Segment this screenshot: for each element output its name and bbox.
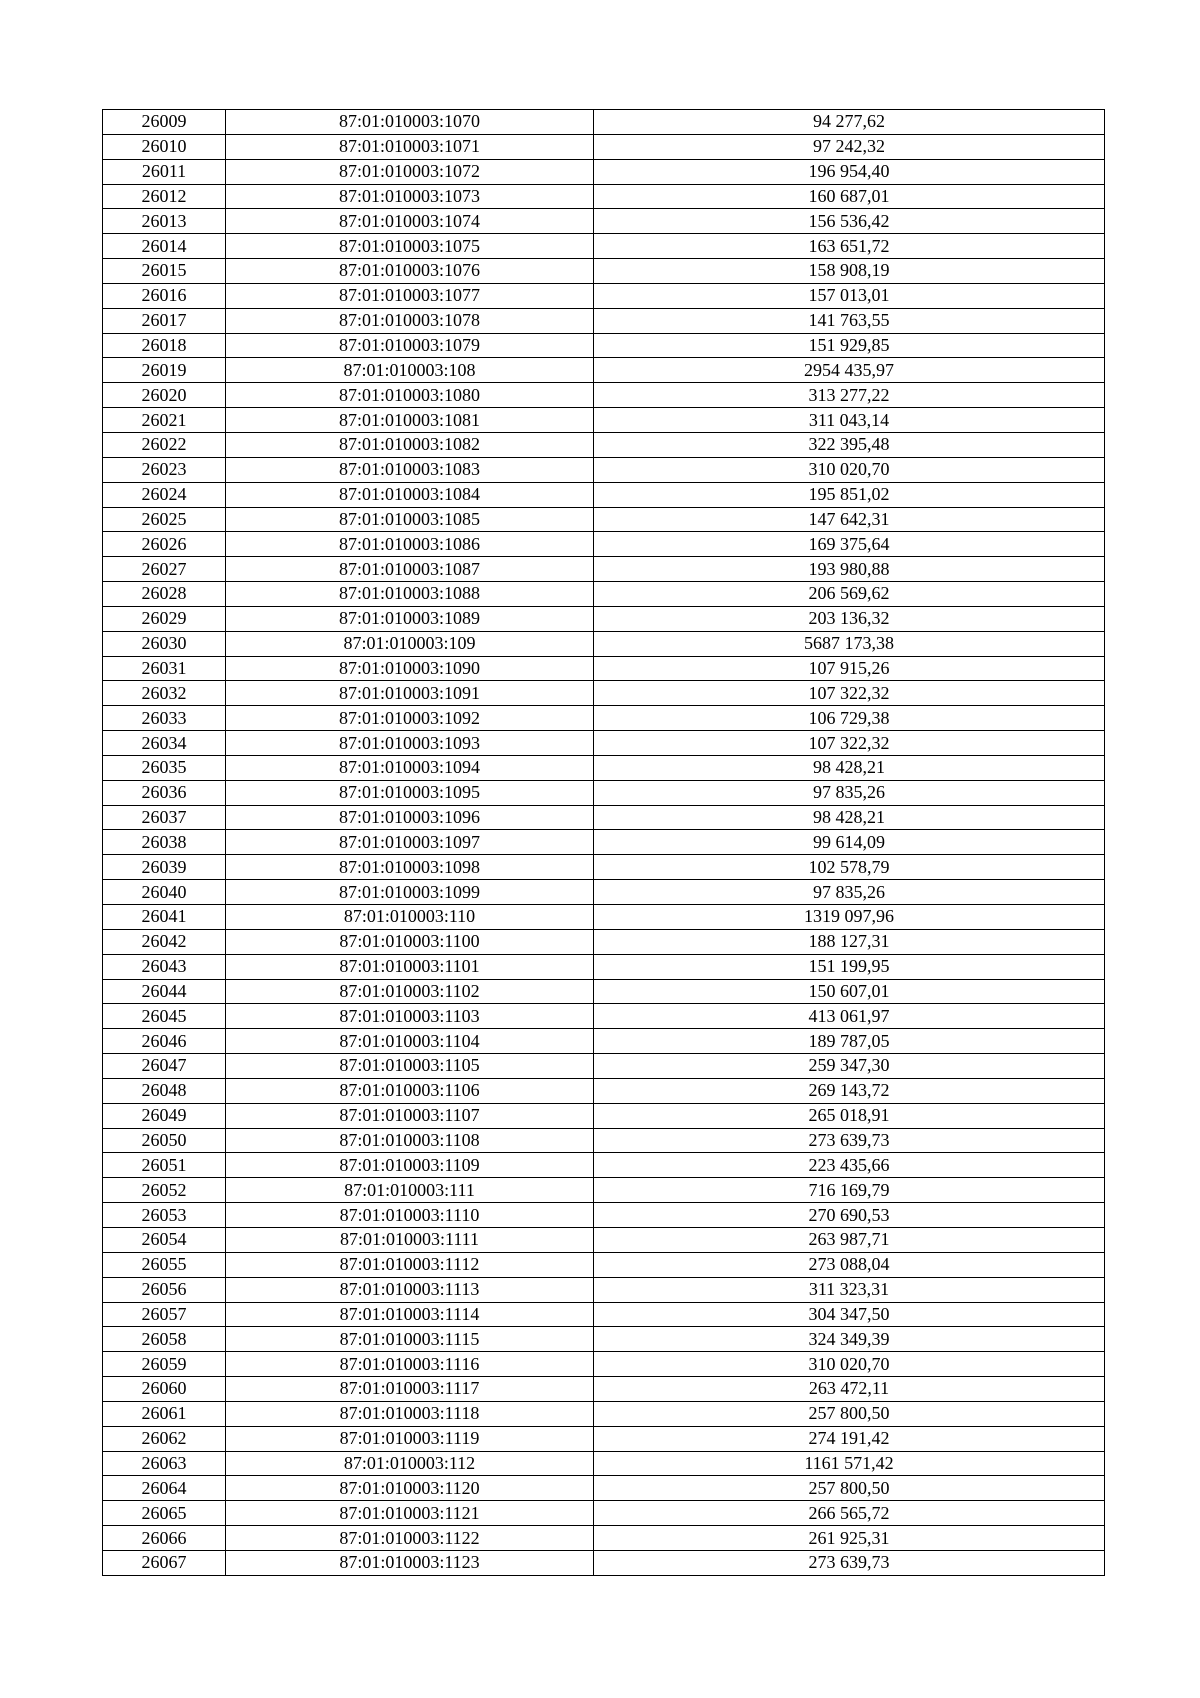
table-row <box>103 482 1105 507</box>
cadastral-number-cell: 87:01:010003:111 <box>226 1178 594 1203</box>
row-number-cell: 26025 <box>103 507 226 532</box>
row-number-cell: 26064 <box>103 1476 226 1501</box>
cadastral-number-cell: 87:01:010003:1117 <box>226 1377 594 1402</box>
row-number-cell: 26048 <box>103 1078 226 1103</box>
cadastral-number-cell: 87:01:010003:1093 <box>226 731 594 756</box>
cadastral-number-cell: 87:01:010003:1103 <box>226 1004 594 1029</box>
row-number-cell: 26062 <box>103 1426 226 1451</box>
cadastral-number-cell: 87:01:010003:109 <box>226 631 594 656</box>
value-cell: 97 835,26 <box>594 880 1105 905</box>
value-cell: 5687 173,38 <box>594 631 1105 656</box>
value-cell: 203 136,32 <box>594 606 1105 631</box>
row-number-cell: 26057 <box>103 1302 226 1327</box>
table-row <box>103 1004 1105 1029</box>
value-cell: 263 472,11 <box>594 1377 1105 1402</box>
row-number-cell: 26043 <box>103 954 226 979</box>
value-cell: 2954 435,97 <box>594 358 1105 383</box>
cadastral-number-cell: 87:01:010003:1086 <box>226 532 594 557</box>
cadastral-number-cell: 87:01:010003:1114 <box>226 1302 594 1327</box>
table-row <box>103 432 1105 457</box>
cadastral-number-cell: 87:01:010003:1073 <box>226 184 594 209</box>
row-number-cell: 26063 <box>103 1451 226 1476</box>
cadastral-number-cell: 87:01:010003:1104 <box>226 1029 594 1054</box>
row-number-cell: 26065 <box>103 1501 226 1526</box>
value-cell: 98 428,21 <box>594 755 1105 780</box>
value-cell: 169 375,64 <box>594 532 1105 557</box>
table-row <box>103 1526 1105 1551</box>
cadastral-number-cell: 87:01:010003:1077 <box>226 283 594 308</box>
row-number-cell: 26060 <box>103 1377 226 1402</box>
row-number-cell: 26031 <box>103 656 226 681</box>
row-number-cell: 26027 <box>103 557 226 582</box>
row-number-cell: 26050 <box>103 1128 226 1153</box>
row-number-cell: 26022 <box>103 432 226 457</box>
table-row <box>103 557 1105 582</box>
table-row <box>103 1377 1105 1402</box>
value-cell: 311 043,14 <box>594 408 1105 433</box>
cadastral-number-cell: 87:01:010003:1109 <box>226 1153 594 1178</box>
table-row <box>103 1426 1105 1451</box>
value-cell: 273 639,73 <box>594 1550 1105 1575</box>
cadastral-number-cell: 87:01:010003:1095 <box>226 780 594 805</box>
cadastral-number-cell: 87:01:010003:1118 <box>226 1401 594 1426</box>
value-cell: 189 787,05 <box>594 1029 1105 1054</box>
cadastral-number-cell: 87:01:010003:1100 <box>226 929 594 954</box>
value-cell: 310 020,70 <box>594 1352 1105 1377</box>
table-row <box>103 358 1105 383</box>
value-cell: 259 347,30 <box>594 1054 1105 1079</box>
value-cell: 322 395,48 <box>594 432 1105 457</box>
row-number-cell: 26061 <box>103 1401 226 1426</box>
row-number-cell: 26028 <box>103 582 226 607</box>
cadastral-number-cell: 87:01:010003:108 <box>226 358 594 383</box>
row-number-cell: 26013 <box>103 209 226 234</box>
row-number-cell: 26055 <box>103 1252 226 1277</box>
cadastral-number-cell: 87:01:010003:1106 <box>226 1078 594 1103</box>
value-cell: 158 908,19 <box>594 259 1105 284</box>
value-cell: 257 800,50 <box>594 1476 1105 1501</box>
table-row <box>103 681 1105 706</box>
table-row <box>103 507 1105 532</box>
row-number-cell: 26024 <box>103 482 226 507</box>
value-cell: 274 191,42 <box>594 1426 1105 1451</box>
row-number-cell: 26033 <box>103 706 226 731</box>
row-number-cell: 26023 <box>103 457 226 482</box>
cadastral-number-cell: 87:01:010003:1091 <box>226 681 594 706</box>
cadastral-number-cell: 87:01:010003:1070 <box>226 110 594 135</box>
table-row <box>103 1227 1105 1252</box>
row-number-cell: 26018 <box>103 333 226 358</box>
cadastral-number-cell: 87:01:010003:1113 <box>226 1277 594 1302</box>
row-number-cell: 26044 <box>103 979 226 1004</box>
table-row <box>103 731 1105 756</box>
value-cell: 157 013,01 <box>594 283 1105 308</box>
row-number-cell: 26045 <box>103 1004 226 1029</box>
value-cell: 273 639,73 <box>594 1128 1105 1153</box>
value-cell: 413 061,97 <box>594 1004 1105 1029</box>
value-cell: 265 018,91 <box>594 1103 1105 1128</box>
table-row <box>103 1327 1105 1352</box>
cadastral-number-cell: 87:01:010003:1111 <box>226 1227 594 1252</box>
table-row <box>103 780 1105 805</box>
value-cell: 150 607,01 <box>594 979 1105 1004</box>
cadastral-number-cell: 87:01:010003:1088 <box>226 582 594 607</box>
value-cell: 98 428,21 <box>594 805 1105 830</box>
table-row <box>103 209 1105 234</box>
row-number-cell: 26014 <box>103 234 226 259</box>
value-cell: 102 578,79 <box>594 855 1105 880</box>
row-number-cell: 26042 <box>103 929 226 954</box>
value-cell: 160 687,01 <box>594 184 1105 209</box>
table-row <box>103 234 1105 259</box>
cadastral-number-cell: 87:01:010003:1074 <box>226 209 594 234</box>
row-number-cell: 26034 <box>103 731 226 756</box>
row-number-cell: 26054 <box>103 1227 226 1252</box>
row-number-cell: 26035 <box>103 755 226 780</box>
table-row <box>103 880 1105 905</box>
cadastral-number-cell: 87:01:010003:1099 <box>226 880 594 905</box>
table-row <box>103 805 1105 830</box>
value-cell: 94 277,62 <box>594 110 1105 135</box>
cadastral-number-cell: 87:01:010003:1072 <box>226 159 594 184</box>
row-number-cell: 26047 <box>103 1054 226 1079</box>
value-cell: 107 915,26 <box>594 656 1105 681</box>
row-number-cell: 26041 <box>103 905 226 930</box>
table-row <box>103 656 1105 681</box>
table-row <box>103 1252 1105 1277</box>
row-number-cell: 26059 <box>103 1352 226 1377</box>
table-row <box>103 1178 1105 1203</box>
row-number-cell: 26021 <box>103 408 226 433</box>
row-number-cell: 26015 <box>103 259 226 284</box>
cadastral-number-cell: 87:01:010003:1121 <box>226 1501 594 1526</box>
row-number-cell: 26066 <box>103 1526 226 1551</box>
value-cell: 269 143,72 <box>594 1078 1105 1103</box>
row-number-cell: 26032 <box>103 681 226 706</box>
cadastral-number-cell: 87:01:010003:1115 <box>226 1327 594 1352</box>
table-row <box>103 1078 1105 1103</box>
row-number-cell: 26053 <box>103 1203 226 1228</box>
value-cell: 147 642,31 <box>594 507 1105 532</box>
cadastral-number-cell: 87:01:010003:1102 <box>226 979 594 1004</box>
cadastral-number-cell: 87:01:010003:1098 <box>226 855 594 880</box>
value-cell: 313 277,22 <box>594 383 1105 408</box>
cadastral-number-cell: 87:01:010003:110 <box>226 905 594 930</box>
value-cell: 151 199,95 <box>594 954 1105 979</box>
value-cell: 107 322,32 <box>594 731 1105 756</box>
cadastral-number-cell: 87:01:010003:1082 <box>226 432 594 457</box>
cadastral-number-cell: 87:01:010003:1110 <box>226 1203 594 1228</box>
row-number-cell: 26056 <box>103 1277 226 1302</box>
table-row <box>103 1302 1105 1327</box>
value-cell: 304 347,50 <box>594 1302 1105 1327</box>
row-number-cell: 26010 <box>103 134 226 159</box>
table-row <box>103 333 1105 358</box>
table-row <box>103 134 1105 159</box>
table-row <box>103 706 1105 731</box>
value-cell: 716 169,79 <box>594 1178 1105 1203</box>
cadastral-number-cell: 87:01:010003:112 <box>226 1451 594 1476</box>
value-cell: 107 322,32 <box>594 681 1105 706</box>
table-row <box>103 929 1105 954</box>
row-number-cell: 26016 <box>103 283 226 308</box>
table-row <box>103 1054 1105 1079</box>
table-row <box>103 408 1105 433</box>
cadastral-number-cell: 87:01:010003:1116 <box>226 1352 594 1377</box>
cadastral-number-cell: 87:01:010003:1089 <box>226 606 594 631</box>
table-row <box>103 1153 1105 1178</box>
value-cell: 141 763,55 <box>594 308 1105 333</box>
table-row <box>103 755 1105 780</box>
cadastral-number-cell: 87:01:010003:1084 <box>226 482 594 507</box>
value-cell: 263 987,71 <box>594 1227 1105 1252</box>
row-number-cell: 26012 <box>103 184 226 209</box>
table-row <box>103 830 1105 855</box>
table-row <box>103 1550 1105 1575</box>
cadastral-number-cell: 87:01:010003:1108 <box>226 1128 594 1153</box>
table-row <box>103 905 1105 930</box>
row-number-cell: 26046 <box>103 1029 226 1054</box>
table-body <box>103 110 1105 1576</box>
cadastral-number-cell: 87:01:010003:1123 <box>226 1550 594 1575</box>
row-number-cell: 26049 <box>103 1103 226 1128</box>
cadastral-number-cell: 87:01:010003:1071 <box>226 134 594 159</box>
value-cell: 1319 097,96 <box>594 905 1105 930</box>
cadastral-number-cell: 87:01:010003:1078 <box>226 308 594 333</box>
cadastral-number-cell: 87:01:010003:1097 <box>226 830 594 855</box>
value-cell: 310 020,70 <box>594 457 1105 482</box>
table-row <box>103 1103 1105 1128</box>
row-number-cell: 26030 <box>103 631 226 656</box>
value-cell: 195 851,02 <box>594 482 1105 507</box>
table-row <box>103 582 1105 607</box>
cadastral-number-cell: 87:01:010003:1122 <box>226 1526 594 1551</box>
row-number-cell: 26040 <box>103 880 226 905</box>
table-row <box>103 606 1105 631</box>
table-row <box>103 954 1105 979</box>
row-number-cell: 26039 <box>103 855 226 880</box>
table-row <box>103 159 1105 184</box>
value-cell: 193 980,88 <box>594 557 1105 582</box>
row-number-cell: 26067 <box>103 1550 226 1575</box>
cadastral-number-cell: 87:01:010003:1112 <box>226 1252 594 1277</box>
table-row <box>103 1401 1105 1426</box>
value-cell: 257 800,50 <box>594 1401 1105 1426</box>
table-row <box>103 283 1105 308</box>
value-cell: 223 435,66 <box>594 1153 1105 1178</box>
value-cell: 261 925,31 <box>594 1526 1105 1551</box>
cadastral-number-cell: 87:01:010003:1092 <box>226 706 594 731</box>
value-cell: 151 929,85 <box>594 333 1105 358</box>
row-number-cell: 26019 <box>103 358 226 383</box>
table-row <box>103 1203 1105 1228</box>
cadastral-number-cell: 87:01:010003:1076 <box>226 259 594 284</box>
value-cell: 106 729,38 <box>594 706 1105 731</box>
cadastral-value-table <box>102 109 1105 1576</box>
table-row <box>103 457 1105 482</box>
value-cell: 273 088,04 <box>594 1252 1105 1277</box>
value-cell: 163 651,72 <box>594 234 1105 259</box>
table-row <box>103 979 1105 1004</box>
row-number-cell: 26036 <box>103 780 226 805</box>
row-number-cell: 26038 <box>103 830 226 855</box>
cadastral-number-cell: 87:01:010003:1079 <box>226 333 594 358</box>
value-cell: 324 349,39 <box>594 1327 1105 1352</box>
table-row <box>103 1277 1105 1302</box>
value-cell: 311 323,31 <box>594 1277 1105 1302</box>
cadastral-number-cell: 87:01:010003:1094 <box>226 755 594 780</box>
table-row <box>103 532 1105 557</box>
value-cell: 270 690,53 <box>594 1203 1105 1228</box>
table-row <box>103 855 1105 880</box>
table-row <box>103 383 1105 408</box>
cadastral-number-cell: 87:01:010003:1087 <box>226 557 594 582</box>
value-cell: 206 569,62 <box>594 582 1105 607</box>
value-cell: 196 954,40 <box>594 159 1105 184</box>
cadastral-number-cell: 87:01:010003:1080 <box>226 383 594 408</box>
cadastral-number-cell: 87:01:010003:1096 <box>226 805 594 830</box>
table-row <box>103 259 1105 284</box>
table-row <box>103 1501 1105 1526</box>
table-row <box>103 1352 1105 1377</box>
row-number-cell: 26051 <box>103 1153 226 1178</box>
row-number-cell: 26052 <box>103 1178 226 1203</box>
row-number-cell: 26017 <box>103 308 226 333</box>
value-cell: 156 536,42 <box>594 209 1105 234</box>
table-row <box>103 308 1105 333</box>
value-cell: 1161 571,42 <box>594 1451 1105 1476</box>
cadastral-number-cell: 87:01:010003:1105 <box>226 1054 594 1079</box>
row-number-cell: 26009 <box>103 110 226 135</box>
cadastral-number-cell: 87:01:010003:1075 <box>226 234 594 259</box>
value-cell: 266 565,72 <box>594 1501 1105 1526</box>
row-number-cell: 26026 <box>103 532 226 557</box>
table-row <box>103 1451 1105 1476</box>
row-number-cell: 26011 <box>103 159 226 184</box>
table-row <box>103 1029 1105 1054</box>
cadastral-number-cell: 87:01:010003:1101 <box>226 954 594 979</box>
cadastral-number-cell: 87:01:010003:1120 <box>226 1476 594 1501</box>
table-row <box>103 1128 1105 1153</box>
row-number-cell: 26058 <box>103 1327 226 1352</box>
cadastral-number-cell: 87:01:010003:1119 <box>226 1426 594 1451</box>
table-row <box>103 1476 1105 1501</box>
cadastral-number-cell: 87:01:010003:1083 <box>226 457 594 482</box>
cadastral-number-cell: 87:01:010003:1081 <box>226 408 594 433</box>
value-cell: 188 127,31 <box>594 929 1105 954</box>
cadastral-number-cell: 87:01:010003:1090 <box>226 656 594 681</box>
cadastral-number-cell: 87:01:010003:1085 <box>226 507 594 532</box>
cadastral-number-cell: 87:01:010003:1107 <box>226 1103 594 1128</box>
table-row <box>103 184 1105 209</box>
row-number-cell: 26037 <box>103 805 226 830</box>
row-number-cell: 26029 <box>103 606 226 631</box>
value-cell: 99 614,09 <box>594 830 1105 855</box>
value-cell: 97 835,26 <box>594 780 1105 805</box>
table-row <box>103 110 1105 135</box>
row-number-cell: 26020 <box>103 383 226 408</box>
value-cell: 97 242,32 <box>594 134 1105 159</box>
table-row <box>103 631 1105 656</box>
